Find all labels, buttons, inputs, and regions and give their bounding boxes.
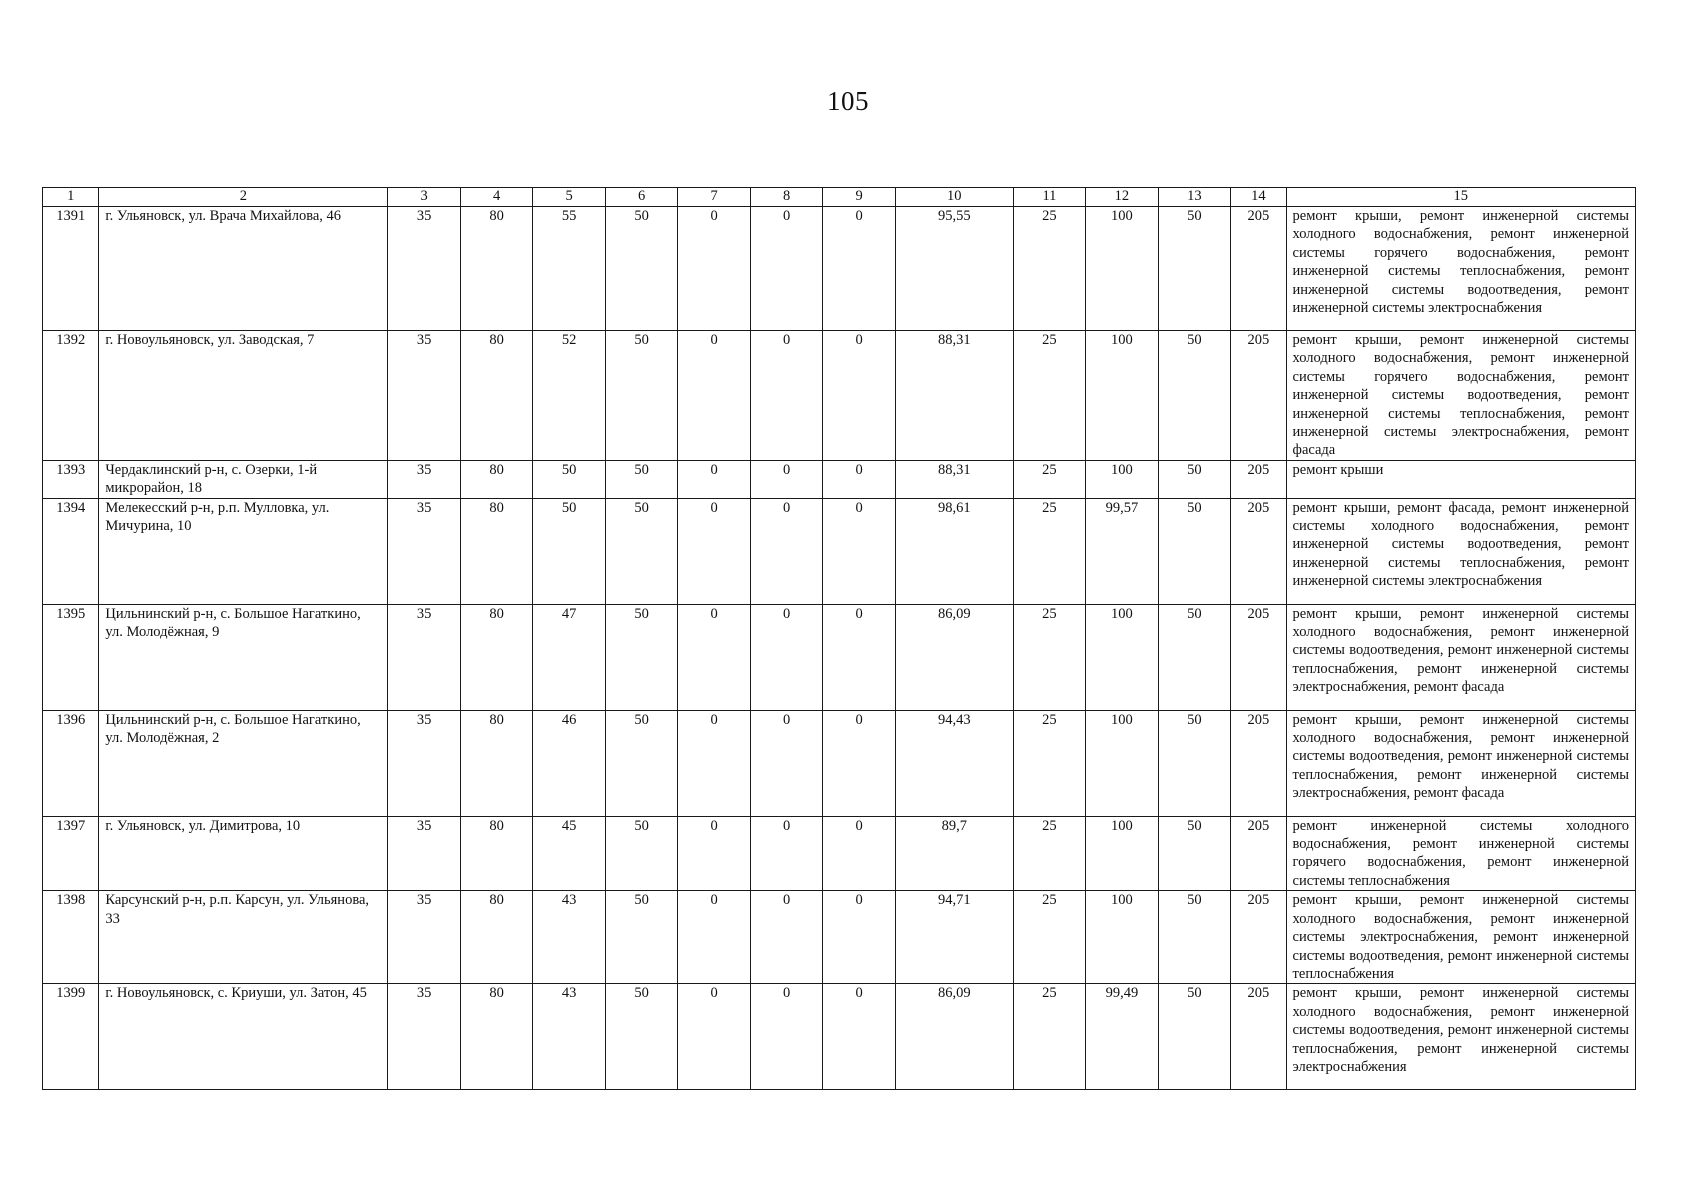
value-cell: 80 bbox=[460, 816, 533, 891]
row-number-cell: 1394 bbox=[43, 498, 99, 604]
value-cell: 50 bbox=[605, 816, 678, 891]
value-cell: 80 bbox=[460, 207, 533, 331]
value-cell: 50 bbox=[1158, 984, 1231, 1090]
value-cell: 205 bbox=[1231, 604, 1286, 710]
value-cell: 205 bbox=[1231, 710, 1286, 816]
value-cell: 94,71 bbox=[895, 891, 1013, 984]
column-header: 1 bbox=[43, 188, 99, 207]
value-cell: 205 bbox=[1231, 331, 1286, 461]
value-cell: 50 bbox=[1158, 498, 1231, 604]
table-row bbox=[43, 816, 1636, 891]
value-cell: 94,43 bbox=[895, 710, 1013, 816]
value-cell: 0 bbox=[678, 891, 751, 984]
value-cell: 80 bbox=[460, 460, 533, 498]
value-cell: 50 bbox=[605, 331, 678, 461]
value-cell: 205 bbox=[1231, 984, 1286, 1090]
value-cell: 0 bbox=[678, 710, 751, 816]
value-cell: 0 bbox=[750, 984, 823, 1090]
value-cell: 25 bbox=[1013, 891, 1086, 984]
column-header: 9 bbox=[823, 188, 896, 207]
table-row bbox=[43, 460, 1636, 498]
value-cell: 80 bbox=[460, 498, 533, 604]
value-cell: 99,57 bbox=[1086, 498, 1159, 604]
value-cell: 25 bbox=[1013, 460, 1086, 498]
works-cell: ремонт крыши bbox=[1286, 460, 1635, 498]
value-cell: 98,61 bbox=[895, 498, 1013, 604]
value-cell: 0 bbox=[750, 498, 823, 604]
column-header: 6 bbox=[605, 188, 678, 207]
value-cell: 205 bbox=[1231, 816, 1286, 891]
value-cell: 50 bbox=[1158, 460, 1231, 498]
page-number: 105 bbox=[827, 86, 869, 116]
column-header: 11 bbox=[1013, 188, 1086, 207]
column-header: 8 bbox=[750, 188, 823, 207]
works-cell: ремонт инженерной системы холодного водоснабжения, ремонт инженерной системы горячего водоснабжения, ремонт инженерной системы теплоснабжения bbox=[1286, 816, 1635, 891]
table-row bbox=[43, 710, 1636, 816]
value-cell: 50 bbox=[1158, 331, 1231, 461]
value-cell: 100 bbox=[1086, 331, 1159, 461]
value-cell: 100 bbox=[1086, 710, 1159, 816]
value-cell: 0 bbox=[678, 604, 751, 710]
value-cell: 205 bbox=[1231, 207, 1286, 331]
value-cell: 0 bbox=[750, 891, 823, 984]
value-cell: 99,49 bbox=[1086, 984, 1159, 1090]
column-header: 7 bbox=[678, 188, 751, 207]
address-cell: Цильнинский р-н, с. Большое Нагаткино, ул. Молодёжная, 2 bbox=[99, 710, 388, 816]
value-cell: 80 bbox=[460, 710, 533, 816]
value-cell: 100 bbox=[1086, 460, 1159, 498]
value-cell: 50 bbox=[533, 460, 606, 498]
value-cell: 95,55 bbox=[895, 207, 1013, 331]
works-cell: ремонт крыши, ремонт инженерной системы холодного водоснабжения, ремонт инженерной системы водоотведения, ремонт инженерной системы теплоснабжения, ремонт инженерной системы электроснабжения bbox=[1286, 984, 1635, 1090]
value-cell: 50 bbox=[605, 207, 678, 331]
value-cell: 80 bbox=[460, 984, 533, 1090]
works-cell: ремонт крыши, ремонт фасада, ремонт инженерной системы холодного водоснабжения, ремонт инженерной системы водоотведения, ремонт инженерной системы теплоснабжения, ремонт инженерной системы электроснабжения bbox=[1286, 498, 1635, 604]
row-number-cell: 1395 bbox=[43, 604, 99, 710]
value-cell: 0 bbox=[678, 984, 751, 1090]
value-cell: 50 bbox=[605, 984, 678, 1090]
value-cell: 25 bbox=[1013, 331, 1086, 461]
value-cell: 43 bbox=[533, 891, 606, 984]
value-cell: 88,31 bbox=[895, 460, 1013, 498]
value-cell: 55 bbox=[533, 207, 606, 331]
column-header: 4 bbox=[460, 188, 533, 207]
address-cell: г. Ульяновск, ул. Димитрова, 10 bbox=[99, 816, 388, 891]
works-cell: ремонт крыши, ремонт инженерной системы холодного водоснабжения, ремонт инженерной системы горячего водоснабжения, ремонт инженерной системы водоотведения, ремонт инженерной системы теплоснабжения, ремонт инженерной системы электроснабжения, ремонт фасада bbox=[1286, 331, 1635, 461]
value-cell: 89,7 bbox=[895, 816, 1013, 891]
address-cell: Чердаклинский р-н, с. Озерки, 1-й микрорайон, 18 bbox=[99, 460, 388, 498]
value-cell: 35 bbox=[388, 460, 461, 498]
row-number-cell: 1399 bbox=[43, 984, 99, 1090]
value-cell: 25 bbox=[1013, 710, 1086, 816]
value-cell: 35 bbox=[388, 331, 461, 461]
value-cell: 0 bbox=[823, 331, 896, 461]
table-row bbox=[43, 604, 1636, 710]
value-cell: 0 bbox=[678, 460, 751, 498]
table-row bbox=[43, 984, 1636, 1090]
table-row bbox=[43, 331, 1636, 461]
works-cell: ремонт крыши, ремонт инженерной системы холодного водоснабжения, ремонт инженерной системы горячего водоснабжения, ремонт инженерной системы теплоснабжения, ремонт инженерной системы водоотведения, ремонт инженерной системы электроснабжения bbox=[1286, 207, 1635, 331]
value-cell: 50 bbox=[533, 498, 606, 604]
value-cell: 100 bbox=[1086, 604, 1159, 710]
table-body bbox=[43, 207, 1636, 1090]
value-cell: 35 bbox=[388, 604, 461, 710]
value-cell: 205 bbox=[1231, 891, 1286, 984]
column-header: 14 bbox=[1231, 188, 1286, 207]
value-cell: 0 bbox=[823, 984, 896, 1090]
value-cell: 25 bbox=[1013, 984, 1086, 1090]
value-cell: 35 bbox=[388, 984, 461, 1090]
value-cell: 100 bbox=[1086, 816, 1159, 891]
value-cell: 0 bbox=[823, 604, 896, 710]
value-cell: 50 bbox=[605, 710, 678, 816]
value-cell: 35 bbox=[388, 207, 461, 331]
header-row bbox=[43, 188, 1636, 207]
value-cell: 0 bbox=[678, 207, 751, 331]
value-cell: 35 bbox=[388, 816, 461, 891]
value-cell: 0 bbox=[823, 891, 896, 984]
row-number-cell: 1398 bbox=[43, 891, 99, 984]
row-number-cell: 1396 bbox=[43, 710, 99, 816]
value-cell: 80 bbox=[460, 331, 533, 461]
value-cell: 100 bbox=[1086, 891, 1159, 984]
value-cell: 50 bbox=[605, 891, 678, 984]
works-cell: ремонт крыши, ремонт инженерной системы холодного водоснабжения, ремонт инженерной системы электроснабжения, ремонт инженерной системы водоотведения, ремонт инженерной системы теплоснабжения bbox=[1286, 891, 1635, 984]
value-cell: 0 bbox=[823, 710, 896, 816]
value-cell: 50 bbox=[605, 460, 678, 498]
column-header: 10 bbox=[895, 188, 1013, 207]
address-cell: г. Новоульяновск, ул. Заводская, 7 bbox=[99, 331, 388, 461]
value-cell: 0 bbox=[750, 207, 823, 331]
value-cell: 205 bbox=[1231, 460, 1286, 498]
row-number-cell: 1393 bbox=[43, 460, 99, 498]
value-cell: 46 bbox=[533, 710, 606, 816]
address-cell: Карсунский р-н, р.п. Карсун, ул. Ульянова, 33 bbox=[99, 891, 388, 984]
works-cell: ремонт крыши, ремонт инженерной системы холодного водоснабжения, ремонт инженерной системы водоотведения, ремонт инженерной системы теплоснабжения, ремонт инженерной системы электроснабжения, ремонт фасада bbox=[1286, 604, 1635, 710]
value-cell: 205 bbox=[1231, 498, 1286, 604]
value-cell: 0 bbox=[678, 498, 751, 604]
value-cell: 0 bbox=[823, 816, 896, 891]
column-header: 3 bbox=[388, 188, 461, 207]
table-row bbox=[43, 207, 1636, 331]
address-cell: г. Ульяновск, ул. Врача Михайлова, 46 bbox=[99, 207, 388, 331]
value-cell: 50 bbox=[1158, 816, 1231, 891]
address-cell: Мелекесский р-н, р.п. Мулловка, ул. Мичурина, 10 bbox=[99, 498, 388, 604]
value-cell: 0 bbox=[678, 331, 751, 461]
value-cell: 86,09 bbox=[895, 984, 1013, 1090]
value-cell: 43 bbox=[533, 984, 606, 1090]
column-header: 13 bbox=[1158, 188, 1231, 207]
value-cell: 0 bbox=[750, 604, 823, 710]
row-number-cell: 1397 bbox=[43, 816, 99, 891]
value-cell: 25 bbox=[1013, 207, 1086, 331]
value-cell: 50 bbox=[1158, 891, 1231, 984]
value-cell: 25 bbox=[1013, 498, 1086, 604]
works-cell: ремонт крыши, ремонт инженерной системы холодного водоснабжения, ремонт инженерной системы водоотведения, ремонт инженерной системы теплоснабжения, ремонт инженерной системы электроснабжения, ремонт фасада bbox=[1286, 710, 1635, 816]
value-cell: 50 bbox=[1158, 604, 1231, 710]
value-cell: 47 bbox=[533, 604, 606, 710]
value-cell: 0 bbox=[678, 816, 751, 891]
column-header: 5 bbox=[533, 188, 606, 207]
address-cell: г. Новоульяновск, с. Криуши, ул. Затон, 45 bbox=[99, 984, 388, 1090]
value-cell: 35 bbox=[388, 891, 461, 984]
repair-register-table bbox=[42, 187, 1636, 1090]
value-cell: 50 bbox=[1158, 710, 1231, 816]
value-cell: 50 bbox=[605, 604, 678, 710]
value-cell: 88,31 bbox=[895, 331, 1013, 461]
table-row bbox=[43, 891, 1636, 984]
value-cell: 86,09 bbox=[895, 604, 1013, 710]
value-cell: 80 bbox=[460, 604, 533, 710]
address-cell: Цильнинский р-н, с. Большое Нагаткино, ул. Молодёжная, 9 bbox=[99, 604, 388, 710]
value-cell: 0 bbox=[823, 498, 896, 604]
row-number-cell: 1391 bbox=[43, 207, 99, 331]
value-cell: 45 bbox=[533, 816, 606, 891]
value-cell: 50 bbox=[1158, 207, 1231, 331]
value-cell: 35 bbox=[388, 498, 461, 604]
value-cell: 0 bbox=[750, 331, 823, 461]
value-cell: 50 bbox=[605, 498, 678, 604]
column-header: 2 bbox=[99, 188, 388, 207]
row-number-cell: 1392 bbox=[43, 331, 99, 461]
value-cell: 52 bbox=[533, 331, 606, 461]
value-cell: 0 bbox=[750, 460, 823, 498]
value-cell: 25 bbox=[1013, 816, 1086, 891]
column-header: 12 bbox=[1086, 188, 1159, 207]
value-cell: 25 bbox=[1013, 604, 1086, 710]
value-cell: 0 bbox=[823, 460, 896, 498]
table-row bbox=[43, 498, 1636, 604]
value-cell: 100 bbox=[1086, 207, 1159, 331]
value-cell: 80 bbox=[460, 891, 533, 984]
value-cell: 0 bbox=[750, 816, 823, 891]
value-cell: 35 bbox=[388, 710, 461, 816]
value-cell: 0 bbox=[750, 710, 823, 816]
value-cell: 0 bbox=[823, 207, 896, 331]
column-header: 15 bbox=[1286, 188, 1635, 207]
